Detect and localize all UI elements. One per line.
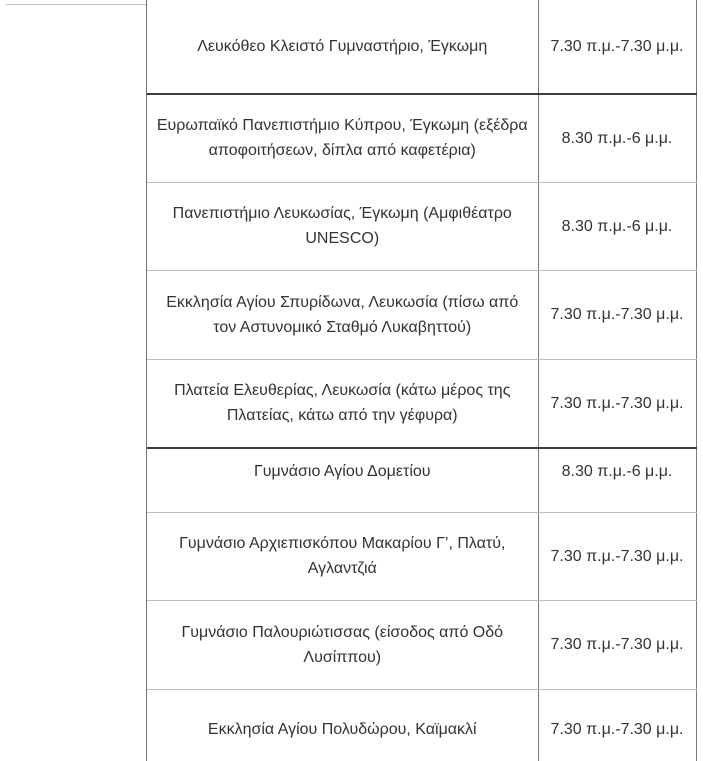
region-column-divider — [6, 4, 146, 5]
table-row — [147, 270, 696, 359]
hours-cell: 8.30 π.μ.-6 μ.μ. — [538, 94, 696, 182]
hours-cell: 7.30 π.μ.-7.30 μ.μ. — [538, 270, 696, 359]
table-row — [147, 182, 696, 270]
region-column — [6, 0, 147, 761]
location-cell: Γυμνάσιο Αρχιεπισκόπου Μακαρίου Γ’, Πλατύ, Αγλαντζιά — [147, 512, 538, 600]
location-cell: Γυμνάσιο Αγίου Δομετίου — [147, 448, 538, 512]
location-cell: Εκκλησία Αγίου Πολυδώρου, Καϊμακλί — [147, 689, 538, 761]
hours-cell: 7.30 π.μ.-7.30 μ.μ. — [538, 0, 696, 94]
hours-cell: 7.30 π.μ.-7.30 μ.μ. — [538, 600, 696, 689]
location-cell: Λευκόθεο Κλειστό Γυμναστήριο, Έγκωμη — [147, 0, 538, 94]
location-cell: Ευρωπαϊκό Πανεπιστήμιο Κύπρου, Έγκωμη (εξέδρα αποφοιτήσεων, δίπλα από καφετέρια) — [147, 94, 538, 182]
location-cell: Πλατεία Ελευθερίας, Λευκωσία (κάτω μέρος της Πλατείας, κάτω από την γέφυρα) — [147, 359, 538, 448]
table-row — [147, 448, 696, 512]
table-row — [147, 689, 696, 761]
table-row — [147, 359, 696, 448]
locations-table — [147, 0, 697, 761]
hours-cell: 7.30 π.μ.-7.30 μ.μ. — [538, 689, 696, 761]
table-row — [147, 0, 696, 94]
hours-cell: 8.30 π.μ.-6 μ.μ. — [538, 182, 696, 270]
location-cell: Εκκλησία Αγίου Σπυρίδωνα, Λευκωσία (πίσω από τον Αστυνομικό Σταθμό Λυκαβηττού) — [147, 270, 538, 359]
hours-cell: 8.30 π.μ.-6 μ.μ. — [538, 448, 696, 512]
table-row — [147, 600, 696, 689]
location-cell: Γυμνάσιο Παλουριώτισσας (είσοδος από Οδό Λυσίππου) — [147, 600, 538, 689]
hours-cell: 7.30 π.μ.-7.30 μ.μ. — [538, 512, 696, 600]
table-row — [147, 94, 696, 182]
table-row — [147, 512, 696, 600]
hours-cell: 7.30 π.μ.-7.30 μ.μ. — [538, 359, 696, 448]
location-cell: Πανεπιστήμιο Λευκωσίας, Έγκωμη (Αμφιθέατρο UNESCO) — [147, 182, 538, 270]
